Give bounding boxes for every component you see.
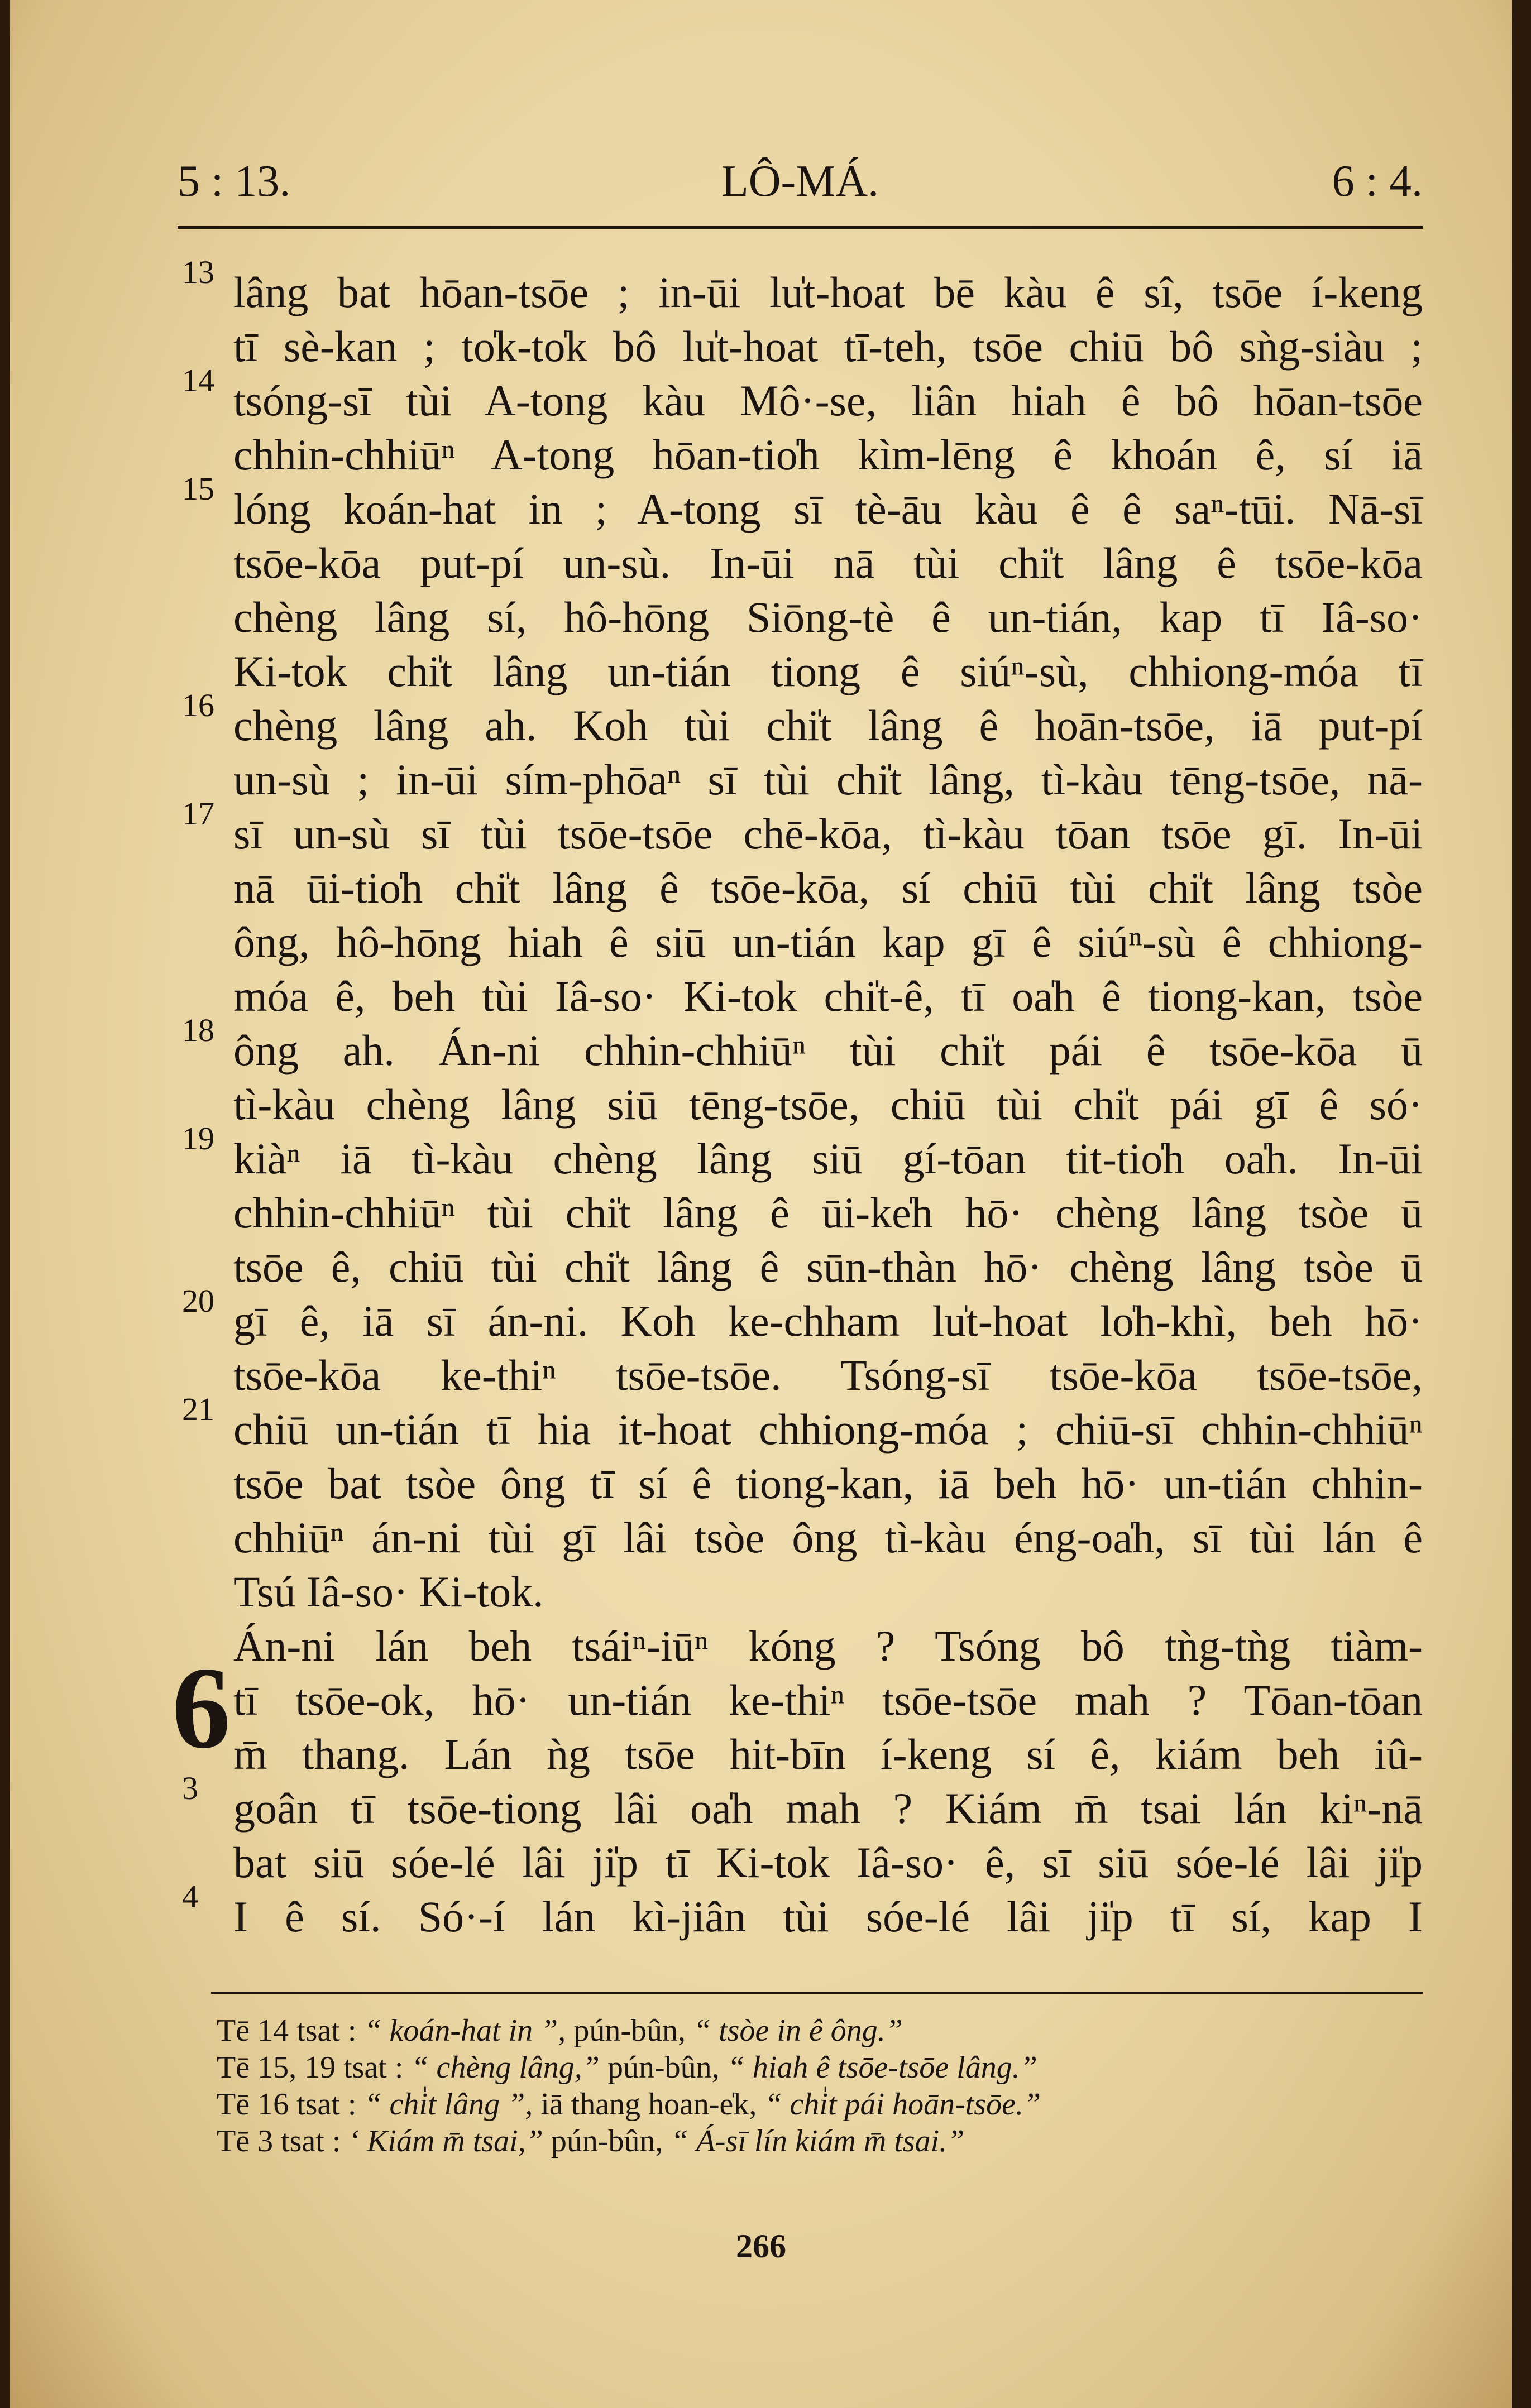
text-line	[182, 1770, 1423, 1835]
text-line	[233, 1077, 1423, 1131]
text-line	[233, 1565, 1423, 1619]
line-text: m̄ thang. Lán ǹg tsōe hit-bīn í-keng sí ê, kiám beh iû-	[233, 1730, 1423, 1778]
text-line	[182, 1878, 1423, 1944]
footnote-gloss: pún-bûn,	[543, 2124, 671, 2158]
text-line	[182, 795, 1423, 861]
text-line	[182, 1012, 1423, 1077]
line-text: Ki-tok chi̍t lâng un-tián tiong ê siúⁿ-sù, chhiong-móa tī	[233, 647, 1423, 695]
line-text: tī sè-kan ; to̍k-to̍k bô lu̍t-hoat tī-teh, tsōe chiū bô sǹg-siàu ;	[233, 322, 1423, 371]
text-line	[233, 1510, 1423, 1565]
footnote-label: Tē 16 tsat :	[217, 2087, 357, 2122]
line-text: un-sù ; in-ūi sím-phōaⁿ sī tùi chi̍t lâng, tì-kàu tēng-tsōe, nā-	[233, 755, 1423, 804]
text-line	[233, 1240, 1423, 1294]
verse-number: 15	[182, 471, 214, 507]
line-text: lóng koán-hat in ; A-tong sī tè-āu kàu ê ê saⁿ-tūi. Nā-sī	[233, 485, 1423, 533]
text-line	[233, 1619, 1423, 1673]
text-line	[182, 254, 1423, 319]
verse-number: 21	[182, 1391, 214, 1427]
line-text: I ê sí. Só·-í lán kì-jiân tùi sóe-lé lâi ji̍p tī sí, kap I	[233, 1892, 1423, 1941]
line-text: chiū un-tián tī hia it-hoat chhiong-móa ; chiū-sī chhin-chhiūⁿ	[233, 1405, 1423, 1454]
text-line	[182, 687, 1423, 752]
footnote-quote: “ chi̍t pái hoān-tsōe.”	[764, 2087, 1041, 2122]
line-text: kiàⁿ iā tì-kàu chèng lâng siū gí-tōan tit-tio̍h oa̍h. In-ūi	[233, 1134, 1423, 1183]
line-text: tsōe ê, chiū tùi chi̍t lâng ê sūn-thàn hō· chèng lâng tsòe ū	[233, 1243, 1423, 1291]
line-text: gī ê, iā sī án-ni. Koh ke-chham lu̍t-hoat lo̍h-khì, beh hō·	[233, 1297, 1423, 1345]
header-left-reference: 5 : 13.	[178, 157, 291, 206]
footnote-quote: “ chèng lâng,”	[411, 2050, 600, 2085]
line-text: sī un-sù sī tùi tsōe-tsōe chē-kōa, tì-kàu tōan tsōe gī. In-ūi	[233, 809, 1423, 858]
text-line	[233, 1673, 1423, 1727]
line-text: móa ê, beh tùi Iâ-so· Ki-tok chi̍t-ê, tī oa̍h ê tiong-kan, tsòe	[233, 972, 1423, 1020]
text-line	[233, 969, 1423, 1023]
text-line	[233, 861, 1423, 915]
verse-number: 17	[182, 795, 214, 832]
running-header	[178, 156, 1423, 212]
text-line	[233, 644, 1423, 698]
line-text: tsōe bat tsòe ông tī sí ê tiong-kan, iā beh hō· un-tián chhin-	[233, 1459, 1423, 1508]
line-text: ông ah. Án-ni chhin-chhiūⁿ tùi chi̍t pái ê tsōe-kōa ū	[233, 1026, 1423, 1075]
line-text: tì-kàu chèng lâng siū tēng-tsōe, chiū tùi chi̍t pái gī ê só·	[233, 1080, 1423, 1129]
verse-number: 20	[182, 1283, 214, 1319]
text-line	[233, 536, 1423, 590]
line-text: tsóng-sī tùi A-tong kàu Mô·-se, liân hiah ê bô hōan-tsōe	[233, 376, 1423, 425]
text-line	[233, 1727, 1423, 1781]
footnote-gloss: iā thang hoan-e̍k,	[533, 2087, 765, 2122]
footnote-quote: “ koán-hat in ”,	[364, 2013, 566, 2048]
line-text: chèng lâng ah. Koh tùi chi̍t lâng ê hoān-tsōe, iā put-pí	[233, 701, 1423, 750]
line-text: Tsú Iâ-so· Ki-tok.	[233, 1567, 544, 1616]
line-text: goân tī tsōe-tiong lâi oa̍h mah ? Kiám m̄ tsai lán kiⁿ-nā	[233, 1784, 1423, 1833]
line-text: bat siū sóe-lé lâi ji̍p tī Ki-tok Iâ-so· ê, sī siū sóe-lé lâi ji̍p	[233, 1838, 1423, 1887]
line-text: ông, hô-hōng hiah ê siū un-tián kap gī ê siúⁿ-sù ê chhiong-	[233, 918, 1423, 966]
verse-number: 3	[182, 1770, 198, 1806]
footnote-quote: ‘ Kiám m̄ tsai,”	[348, 2124, 543, 2158]
footnote	[217, 2012, 1389, 2049]
footnote-quote: “ Á-sī lín kiám m̄ tsai.”	[671, 2124, 965, 2158]
text-line	[233, 590, 1423, 644]
footnote-rule	[211, 1992, 1423, 1994]
verse-number: 4	[182, 1878, 198, 1915]
line-text: chhin-chhiūⁿ tùi chi̍t lâng ê ūi-ke̍h hō· chèng lâng tsòe ū	[233, 1188, 1423, 1237]
line-text: tsōe-kōa ke-thiⁿ tsōe-tsōe. Tsóng-sī tsōe-kōa tsōe-tsōe,	[233, 1351, 1423, 1399]
verse-number: 13	[182, 254, 214, 290]
text-line	[182, 362, 1423, 428]
line-text: chèng lâng sí, hô-hōng Siōng-tè ê un-tián, kap tī Iâ-so·	[233, 593, 1423, 641]
footnote-quote: “ tsòe in ê ông.”	[693, 2013, 903, 2048]
footnote-label: Tē 14 tsat :	[217, 2013, 357, 2048]
header-rule	[178, 226, 1423, 229]
text-line	[182, 1283, 1423, 1348]
footnote-label: Tē 3 tsat :	[217, 2124, 341, 2158]
line-text: lâng bat hōan-tsōe ; in-ūi lu̍t-hoat bē kàu ê sî, tsōe í-keng	[233, 268, 1423, 316]
footnote-gloss: pún-bûn,	[599, 2050, 728, 2085]
line-text: tī tsōe-ok, hō· un-tián ke-thiⁿ tsōe-tsōe mah ? Tōan-tōan	[233, 1676, 1423, 1724]
footnote-gloss: pún-bûn,	[566, 2013, 693, 2048]
verse-number: 16	[182, 687, 214, 723]
line-text: chhin-chhiūⁿ A-tong hōan-tio̍h kìm-lēng ê khoán ê, sí iā	[233, 430, 1423, 479]
text-line	[233, 1186, 1423, 1240]
text-line	[182, 1120, 1423, 1186]
verse-number: 18	[182, 1012, 214, 1048]
header-book-title: LÔ-MÁ.	[721, 157, 879, 206]
page-number: 266	[736, 2228, 786, 2265]
line-text: nā ūi-tio̍h chi̍t lâng ê tsōe-kōa, sí chiū tùi chi̍t lâng tsòe	[233, 864, 1423, 912]
footnote	[217, 2049, 1389, 2086]
verse-number: 14	[182, 362, 214, 399]
footnote-label: Tē 15, 19 tsat :	[217, 2050, 404, 2085]
line-text: Án-ni lán beh tsáiⁿ-iūⁿ kóng ? Tsóng bô tǹg-tǹg tiàm-	[233, 1622, 1423, 1670]
text-line	[233, 319, 1423, 373]
footnote	[217, 2123, 1389, 2160]
header-right-reference: 6 : 4.	[1332, 157, 1423, 206]
chapter-number: 6	[172, 1643, 231, 1773]
verse-number: 19	[182, 1120, 214, 1157]
text-line	[233, 1835, 1423, 1889]
line-text: tsōe-kōa put-pí un-sù. In-ūi nā tùi chi̍t lâng ê tsōe-kōa	[233, 539, 1423, 587]
text-line	[233, 1456, 1423, 1510]
text-line	[182, 471, 1423, 536]
text-line	[233, 915, 1423, 969]
footnote-quote: “ chi̍t lâng ”,	[364, 2087, 533, 2122]
page	[10, 0, 1512, 2408]
text-line	[182, 1391, 1423, 1456]
line-text: chhiūⁿ án-ni tùi gī lâi tsòe ông tì-kàu éng-oa̍h, sī tùi lán ê	[233, 1513, 1423, 1562]
footnote	[217, 2086, 1389, 2123]
footnotes	[217, 2012, 1389, 2160]
body-text	[182, 254, 1423, 1944]
text-line	[233, 1348, 1423, 1402]
text-line	[233, 428, 1423, 482]
footnote-quote: “ hiah ê tsōe-tsōe lâng.”	[727, 2050, 1037, 2085]
text-line	[233, 752, 1423, 807]
